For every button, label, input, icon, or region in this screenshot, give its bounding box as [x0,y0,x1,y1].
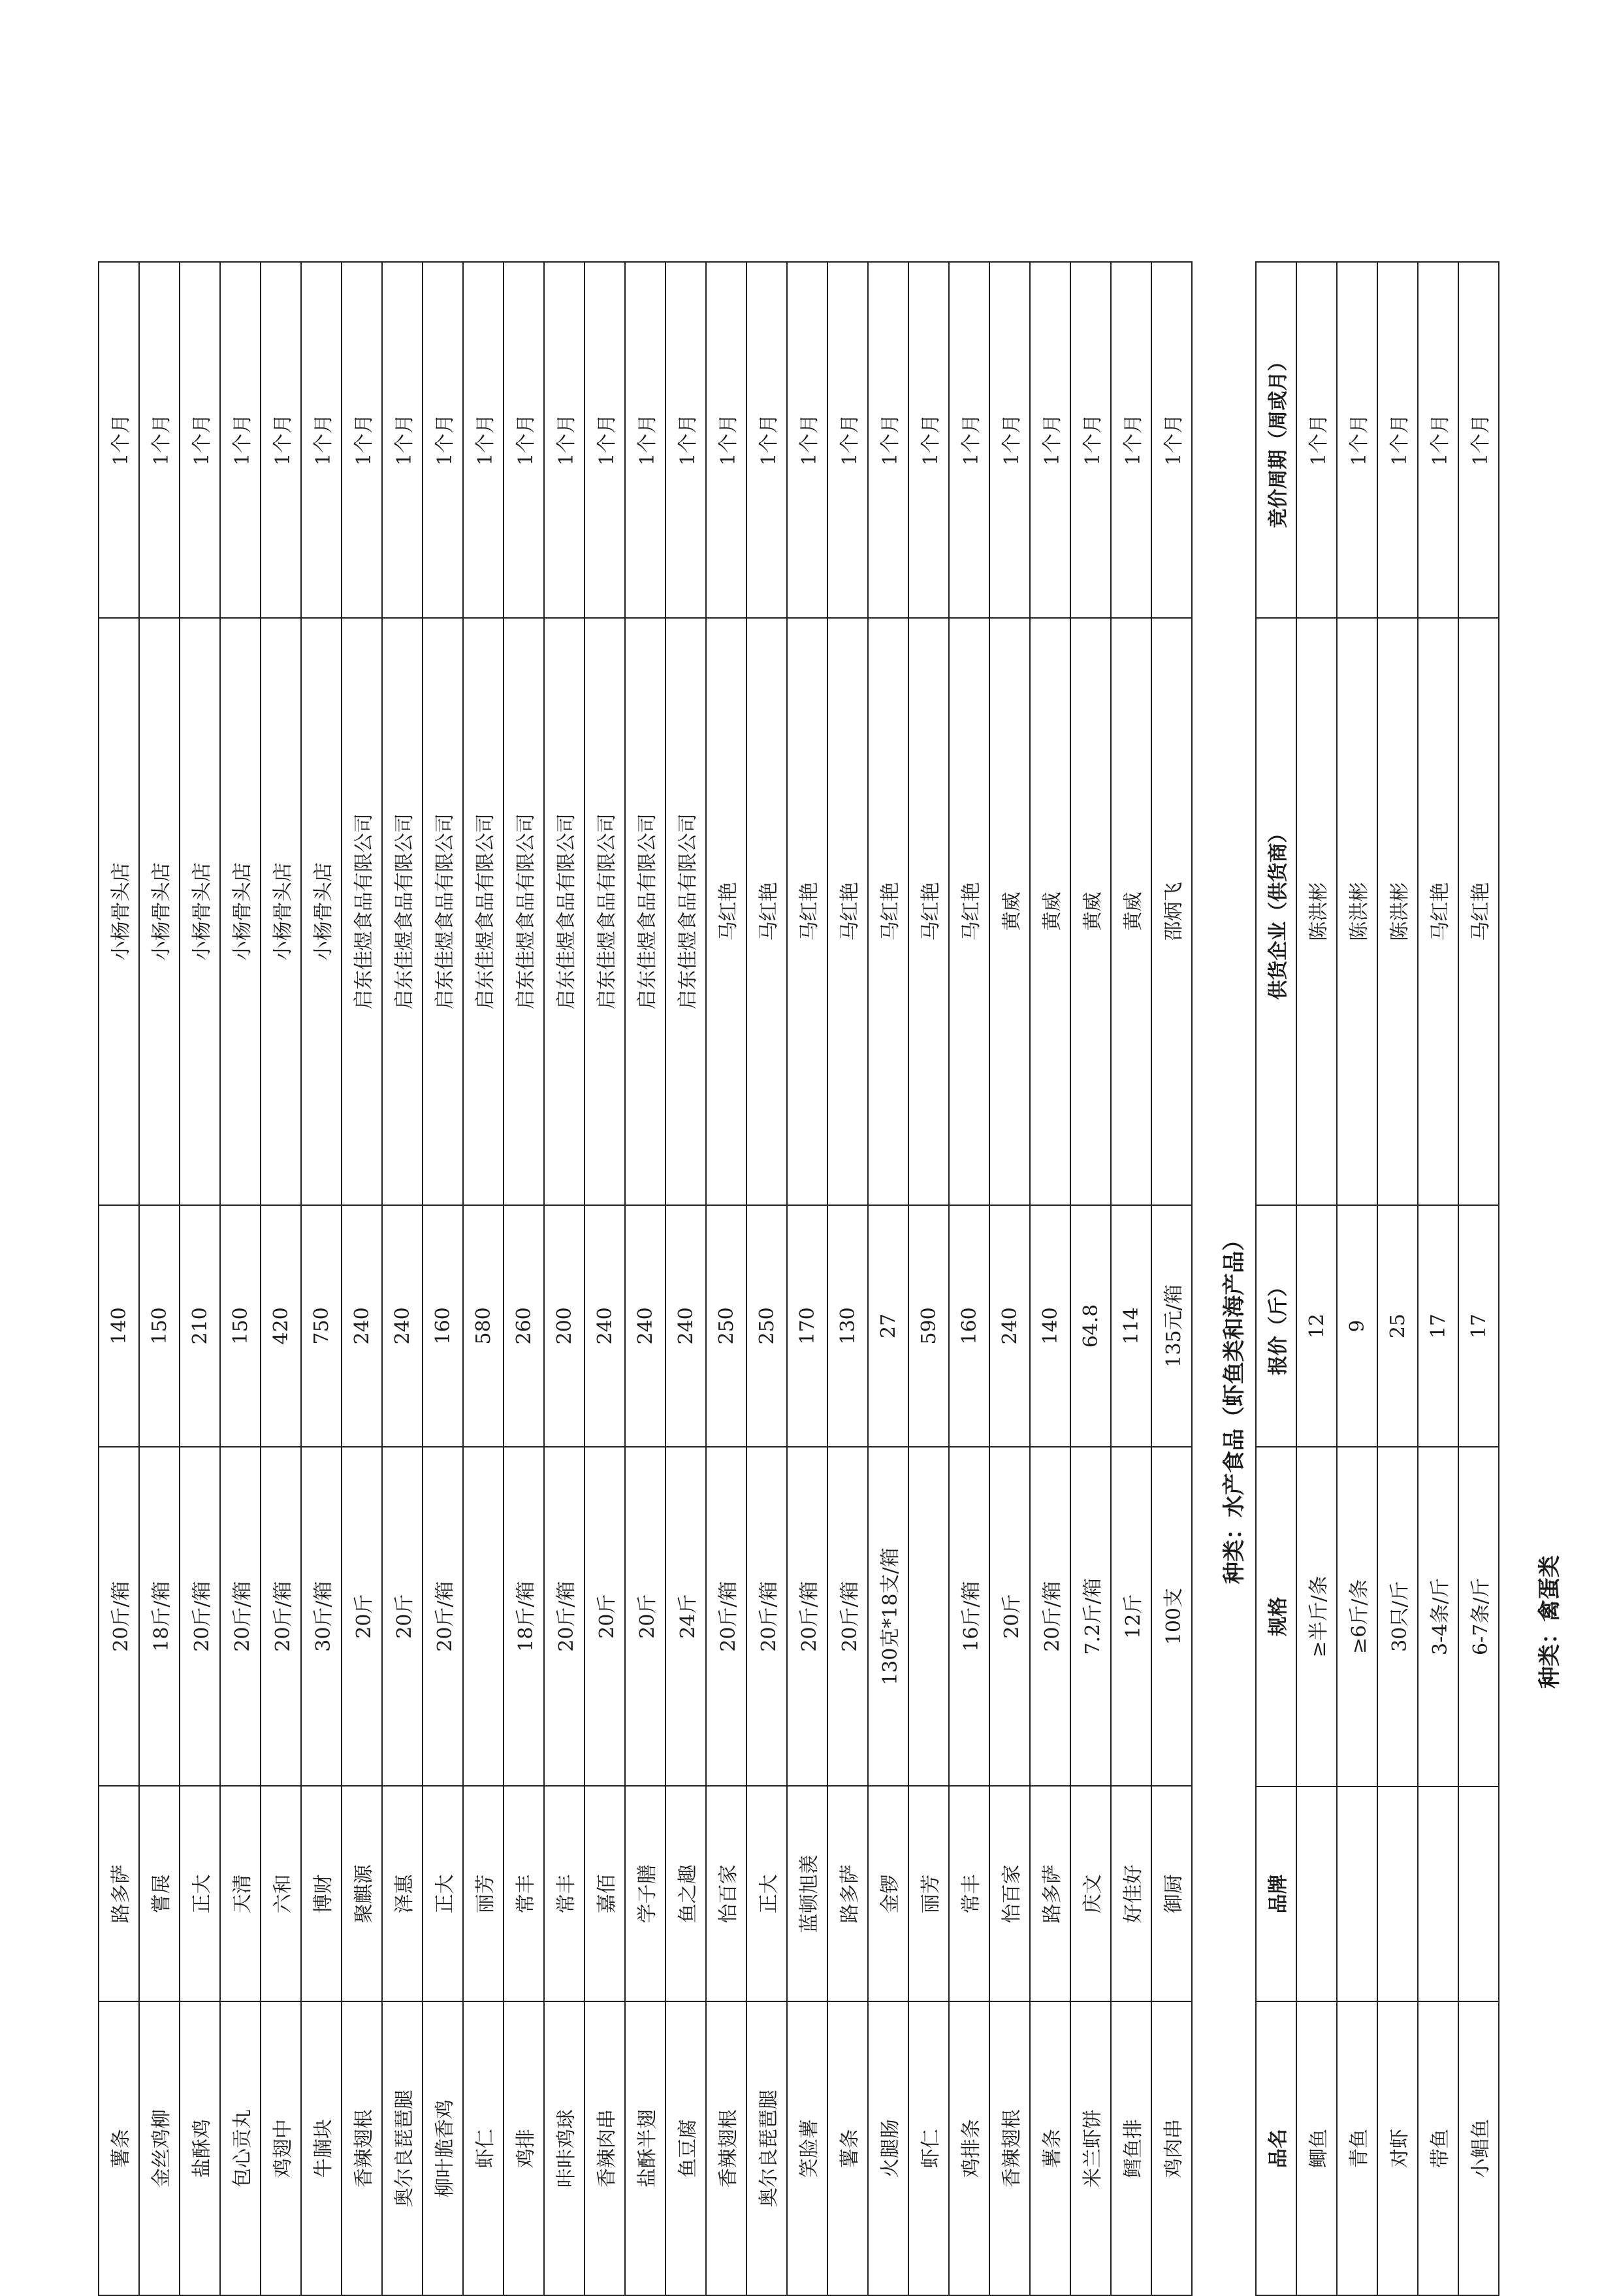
table-row [301,262,342,2295]
cell-price: 135元/箱 [1151,1205,1192,1447]
table-row [949,262,989,2295]
rotated-document [98,261,1565,2296]
cell-cycle: 1个月 [220,262,261,618]
table-row [1070,262,1111,2295]
table-row [1111,262,1151,2295]
cell-name: 鸡排条 [949,2001,989,2295]
cell-spec: 18斤/箱 [504,1447,544,1787]
cell-brand: 常丰 [544,1786,585,2001]
table-row [1151,262,1192,2295]
cell-name: 鸡排 [504,2001,544,2295]
cell-name: 虾仁 [463,2001,504,2295]
cell-brand: 庆文 [1070,1786,1111,2001]
table-row [787,262,827,2295]
cell-supplier: 启东佳煜食品有限公司 [625,618,665,1205]
header-supplier: 供货企业（供货商） [1256,618,1296,1205]
table-row [908,262,949,2295]
cell-brand: 怡百家 [989,1786,1030,2001]
cell-price: 114 [1111,1205,1151,1447]
cell-price: 27 [868,1205,908,1447]
cell-spec: 20斤/箱 [99,1447,139,1787]
cell-supplier: 小杨骨头店 [99,618,139,1205]
table-row [139,262,180,2295]
header-spec: 规格 [1256,1447,1296,1787]
cell-spec: 20斤/箱 [544,1447,585,1787]
cell-cycle: 1个月 [261,262,301,618]
cell-spec: 20斤/箱 [706,1447,746,1787]
cell-name: 奥尔良琵琶腿 [746,2001,787,2295]
cell-spec: 20斤/箱 [261,1447,301,1787]
cell-supplier: 马红艳 [1418,618,1458,1205]
cell-cycle: 1个月 [746,262,787,618]
cell-spec: 20斤 [342,1447,382,1787]
cell-price: 420 [261,1205,301,1447]
cell-cycle: 1个月 [139,262,180,618]
cell-brand: 六和 [261,1786,301,2001]
cell-brand [1377,1787,1418,2002]
cell-spec: 24斤 [665,1447,706,1787]
cell-price: 750 [301,1205,342,1447]
cell-price: 150 [220,1205,261,1447]
cell-price: 250 [746,1205,787,1447]
cell-price: 140 [1030,1205,1070,1447]
cell-cycle: 1个月 [1030,262,1070,618]
cell-name: 奥尔良琵琶腿 [382,2001,423,2295]
table-row [544,262,585,2295]
cell-cycle: 1个月 [544,262,585,618]
cell-name: 薯条 [827,2001,868,2295]
cell-supplier: 小杨骨头店 [261,618,301,1205]
cell-brand: 路多萨 [99,1786,139,2001]
table-row [423,262,463,2295]
cell-name: 柳叶脆香鸡 [423,2001,463,2295]
table-row [1337,262,1377,2295]
cell-brand: 金锣 [868,1786,908,2001]
cell-price: 12 [1296,1205,1337,1447]
cell-cycle: 1个月 [463,262,504,618]
cell-price: 17 [1418,1205,1458,1447]
cell-cycle: 1个月 [625,262,665,618]
cell-supplier: 马红艳 [827,618,868,1205]
cell-spec: 16斤/箱 [949,1447,989,1787]
cell-spec: 20斤/箱 [746,1447,787,1787]
cell-name: 包心贡丸 [220,2001,261,2295]
cell-brand: 好佳好 [1111,1786,1151,2001]
cell-spec [463,1447,504,1787]
table-row [382,262,423,2295]
cell-brand: 路多萨 [1030,1786,1070,2001]
table-row [827,262,868,2295]
cell-cycle: 1个月 [1377,262,1418,618]
cell-brand: 怡百家 [706,1786,746,2001]
cell-cycle: 1个月 [1296,262,1337,618]
cell-cycle: 1个月 [706,262,746,618]
cell-brand: 天清 [220,1786,261,2001]
cell-cycle: 1个月 [665,262,706,618]
table-row [99,262,139,2295]
cell-name: 咔咔鸡球 [544,2001,585,2295]
cell-spec: 20斤 [625,1447,665,1787]
cell-cycle: 1个月 [1070,262,1111,618]
cell-brand: 正大 [180,1786,220,2001]
cell-name: 鱼豆腐 [665,2001,706,2295]
cell-brand: 学子膳 [625,1786,665,2001]
cell-price: 240 [585,1205,625,1447]
table-row [665,262,706,2295]
cell-spec: 30斤/箱 [301,1447,342,1787]
cell-cycle: 1个月 [342,262,382,618]
cell-name: 盐酥半翅 [625,2001,665,2295]
cell-supplier: 马红艳 [949,618,989,1205]
table-row [1458,262,1499,2295]
cell-spec: 7.2斤/箱 [1070,1447,1111,1787]
cell-name: 盐酥鸡 [180,2001,220,2295]
cell-cycle: 1个月 [504,262,544,618]
cell-supplier: 小杨骨头店 [301,618,342,1205]
cell-name: 鲫鱼 [1296,2001,1337,2295]
cell-name: 火腿肠 [868,2001,908,2295]
cell-brand [1458,1787,1499,2002]
cell-spec [908,1447,949,1787]
cell-name: 香辣肉串 [585,2001,625,2295]
cell-brand [1418,1787,1458,2002]
cell-supplier: 陈洪彬 [1337,618,1377,1205]
cell-spec: 20斤/箱 [180,1447,220,1787]
cell-supplier: 启东佳煜食品有限公司 [342,618,382,1205]
cell-price: 240 [342,1205,382,1447]
table-row [868,262,908,2295]
category-eggs-label: 种类：禽蛋类 [1537,1555,1563,1689]
cell-brand: 聚麒源 [342,1786,382,2001]
table-row [989,262,1030,2295]
cell-cycle: 1个月 [1111,262,1151,618]
cell-brand [1337,1787,1377,2002]
header-price: 报价（斤） [1256,1205,1296,1447]
cell-name: 虾仁 [908,2001,949,2295]
cell-price: 140 [99,1205,139,1447]
header-brand: 品牌 [1256,1787,1296,2002]
category-aquatic-label: 种类：水产食品（虾鱼类和海产品） [1221,1229,1247,1584]
table-row [585,262,625,2295]
cell-name: 鳕鱼排 [1111,2001,1151,2295]
cell-brand: 泽惠 [382,1786,423,2001]
cell-price: 150 [139,1205,180,1447]
cell-price: 250 [706,1205,746,1447]
cell-cycle: 1个月 [585,262,625,618]
cell-supplier: 启东佳煜食品有限公司 [585,618,625,1205]
cell-price: 64.8 [1070,1205,1111,1447]
cell-price: 260 [504,1205,544,1447]
cell-supplier: 启东佳煜食品有限公司 [544,618,585,1205]
cell-spec: 100支 [1151,1447,1192,1787]
cell-cycle: 1个月 [99,262,139,618]
cell-cycle: 1个月 [382,262,423,618]
cell-brand: 常丰 [504,1786,544,2001]
cell-supplier: 黄威 [1070,618,1111,1205]
table-row [1030,262,1070,2295]
cell-cycle: 1个月 [868,262,908,618]
cell-brand: 御厨 [1151,1786,1192,2001]
cell-price: 590 [908,1205,949,1447]
cell-brand: 路多萨 [827,1786,868,2001]
cell-spec: 20斤 [989,1447,1030,1787]
cell-supplier: 启东佳煜食品有限公司 [463,618,504,1205]
cell-brand: 丽芳 [463,1786,504,2001]
cell-supplier: 小杨骨头店 [180,618,220,1205]
cell-cycle: 1个月 [1151,262,1192,618]
table-row [625,262,665,2295]
cell-brand: 丽芳 [908,1786,949,2001]
cell-brand: 蓝顿旭羡 [787,1786,827,2001]
cell-name: 对虾 [1377,2001,1418,2295]
cell-spec: 20斤/箱 [220,1447,261,1787]
cell-spec: ≥6斤/条 [1337,1447,1377,1787]
table-row [1377,262,1418,2295]
cell-spec: ≥半斤/条 [1296,1447,1337,1787]
cell-supplier: 启东佳煜食品有限公司 [382,618,423,1205]
cell-supplier: 马红艳 [706,618,746,1205]
cell-cycle: 1个月 [908,262,949,618]
cell-supplier: 马红艳 [1458,618,1499,1205]
cell-supplier: 黄威 [989,618,1030,1205]
table-row [1296,262,1337,2295]
cell-cycle: 1个月 [301,262,342,618]
cell-spec: 20斤 [382,1447,423,1787]
cell-name: 香辣翅根 [706,2001,746,2295]
cell-brand: 正大 [746,1786,787,2001]
cell-name: 鸡翅中 [261,2001,301,2295]
cell-cycle: 1个月 [787,262,827,618]
cell-name: 米兰虾饼 [1070,2001,1111,2295]
table-row [463,262,504,2295]
table-row [706,262,746,2295]
cell-supplier: 邵炳飞 [1151,618,1192,1205]
cell-cycle: 1个月 [949,262,989,618]
cell-supplier: 陈洪彬 [1296,618,1337,1205]
cell-supplier: 马红艳 [787,618,827,1205]
cell-spec: 6-7条/斤 [1458,1447,1499,1787]
cell-cycle: 1个月 [180,262,220,618]
cell-price: 25 [1377,1205,1418,1447]
cell-price: 240 [665,1205,706,1447]
cell-price: 160 [949,1205,989,1447]
cell-supplier: 启东佳煜食品有限公司 [423,618,463,1205]
cell-spec: 130克*18支/箱 [868,1447,908,1787]
header-cycle: 竞价周期（周或月） [1256,262,1296,618]
cell-spec: 20斤/箱 [827,1447,868,1787]
cell-price: 240 [625,1205,665,1447]
cell-name: 小鲳鱼 [1458,2001,1499,2295]
header-name: 品名 [1256,2001,1296,2295]
table-row [504,262,544,2295]
cell-price: 580 [463,1205,504,1447]
cell-spec: 30只/斤 [1377,1447,1418,1787]
cell-price: 17 [1458,1205,1499,1447]
cell-supplier: 启东佳煜食品有限公司 [665,618,706,1205]
cell-supplier: 马红艳 [868,618,908,1205]
cell-name: 香辣翅根 [989,2001,1030,2295]
cell-brand: 正大 [423,1786,463,2001]
cell-cycle: 1个月 [1337,262,1377,618]
cell-price: 240 [382,1205,423,1447]
cell-name: 鸡肉串 [1151,2001,1192,2295]
cell-brand [1296,1787,1337,2002]
cell-price: 9 [1337,1205,1377,1447]
cell-cycle: 1个月 [989,262,1030,618]
table-row [1418,262,1458,2295]
cell-supplier: 小杨骨头店 [139,618,180,1205]
cell-name: 牛腩块 [301,2001,342,2295]
cell-name: 薯条 [1030,2001,1070,2295]
cell-supplier: 马红艳 [746,618,787,1205]
table-row [180,262,220,2295]
cell-price: 210 [180,1205,220,1447]
table-row [746,262,787,2295]
cell-price: 160 [423,1205,463,1447]
cell-spec: 20斤/箱 [423,1447,463,1787]
cell-brand: 常丰 [949,1786,989,2001]
cell-supplier: 黄威 [1030,618,1070,1205]
cell-supplier: 启东佳煜食品有限公司 [504,618,544,1205]
cell-price: 170 [787,1205,827,1447]
cell-brand: 鱼之趣 [665,1786,706,2001]
cell-cycle: 1个月 [1418,262,1458,618]
cell-price: 130 [827,1205,868,1447]
cell-spec: 20斤 [585,1447,625,1787]
cell-spec: 12斤 [1111,1447,1151,1787]
cell-supplier: 黄威 [1111,618,1151,1205]
cell-price: 240 [989,1205,1030,1447]
cell-brand: 嘗展 [139,1786,180,2001]
cell-name: 青鱼 [1337,2001,1377,2295]
cell-supplier: 马红艳 [908,618,949,1205]
table-header-row [1256,262,1296,2295]
cell-name: 笑脸薯 [787,2001,827,2295]
cell-cycle: 1个月 [423,262,463,618]
cell-cycle: 1个月 [1458,262,1499,618]
cell-price: 200 [544,1205,585,1447]
cell-spec: 20斤/箱 [787,1447,827,1787]
cell-supplier: 陈洪彬 [1377,618,1418,1205]
aquatic-price-table [1255,261,1499,2296]
cell-spec: 18斤/箱 [139,1447,180,1787]
table-row [342,262,382,2295]
cell-spec: 3-4条/斤 [1418,1447,1458,1787]
cell-name: 金丝鸡柳 [139,2001,180,2295]
cell-spec: 20斤/箱 [1030,1447,1070,1787]
table-row [261,262,301,2295]
cell-brand: 博财 [301,1786,342,2001]
frozen-food-price-table [98,261,1193,2296]
cell-name: 薯条 [99,2001,139,2295]
cell-brand: 嘉佰 [585,1786,625,2001]
table-row [220,262,261,2295]
cell-name: 带鱼 [1418,2001,1458,2295]
cell-name: 香辣翅根 [342,2001,382,2295]
cell-supplier: 小杨骨头店 [220,618,261,1205]
cell-cycle: 1个月 [827,262,868,618]
